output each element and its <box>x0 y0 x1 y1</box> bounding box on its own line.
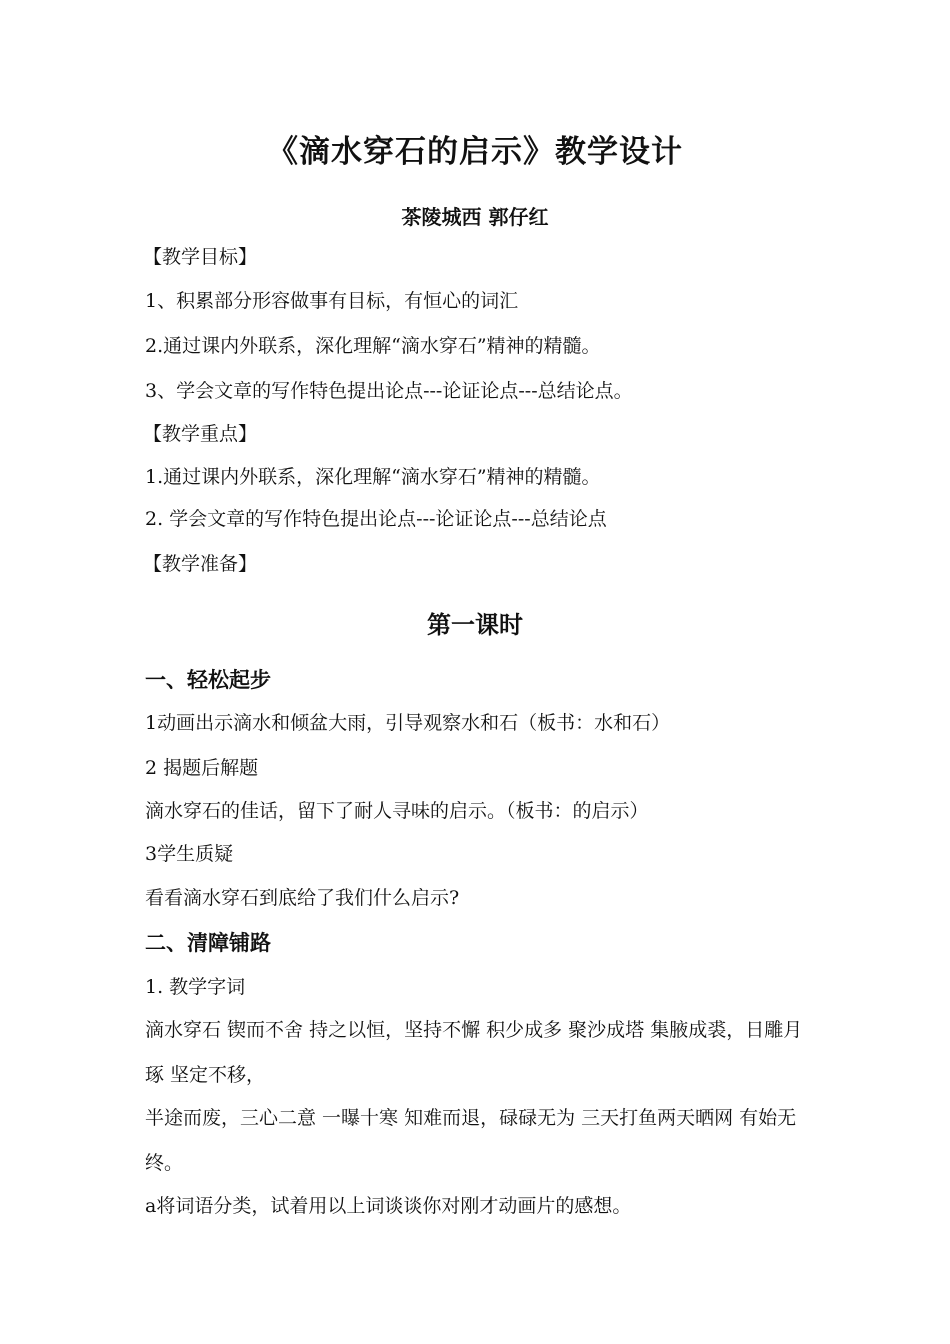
preparation-heading: 【教学准备】 <box>143 553 258 575</box>
document-title: 《滴水穿石的启示》教学设计 <box>267 134 683 170</box>
objective-item: 2.通过课内外联系，深化理解“滴水穿石”精神的精髓。 <box>145 335 601 357</box>
word-list: 半途而废，三心二意 一曝十寒 知难而退，碌碌无为 三天打鱼两天晒网 有始无终。 <box>145 1107 797 1174</box>
keypoints-heading: 【教学重点】 <box>143 423 258 445</box>
section-line: 1. 教学字词 <box>145 976 246 998</box>
author-line: 茶陵城西 郭仔红 <box>401 205 549 229</box>
section-line: 2 揭题后解题 <box>145 757 259 779</box>
section-heading: 二、清障铺路 <box>145 931 271 955</box>
section-line: a将词语分类，试着用以上词谈谈你对刚才动画片的感想。 <box>145 1195 632 1217</box>
keypoint-item: 1.通过课内外联系，深化理解“滴水穿石”精神的精髓。 <box>145 466 601 488</box>
section-line: 3学生质疑 <box>145 843 234 865</box>
section-heading: 一、轻松起步 <box>145 668 271 692</box>
objectives-heading: 【教学目标】 <box>143 246 258 268</box>
objective-item: 1、积累部分形容做事有目标，有恒心的词汇 <box>145 290 519 312</box>
objective-item: 3、学会文章的写作特色提出论点---论证论点---总结论点。 <box>145 380 633 402</box>
session-title: 第一课时 <box>427 611 523 639</box>
section-line: 1动画出示滴水和倾盆大雨，引导观察水和石（板书：水和石） <box>145 712 671 734</box>
section-line: 看看滴水穿石到底给了我们什么启示? <box>145 887 460 909</box>
word-list: 滴水穿石 锲而不舍 持之以恒，坚持不懈 积少成多 聚沙成塔 集腋成裘，日雕月琢 坚定不移， <box>145 1019 803 1086</box>
keypoint-item: 2. 学会文章的写作特色提出论点---论证论点---总结论点 <box>145 508 607 530</box>
section-line: 滴水穿石的佳话，留下了耐人寻味的启示。（板书：的启示） <box>145 800 649 822</box>
